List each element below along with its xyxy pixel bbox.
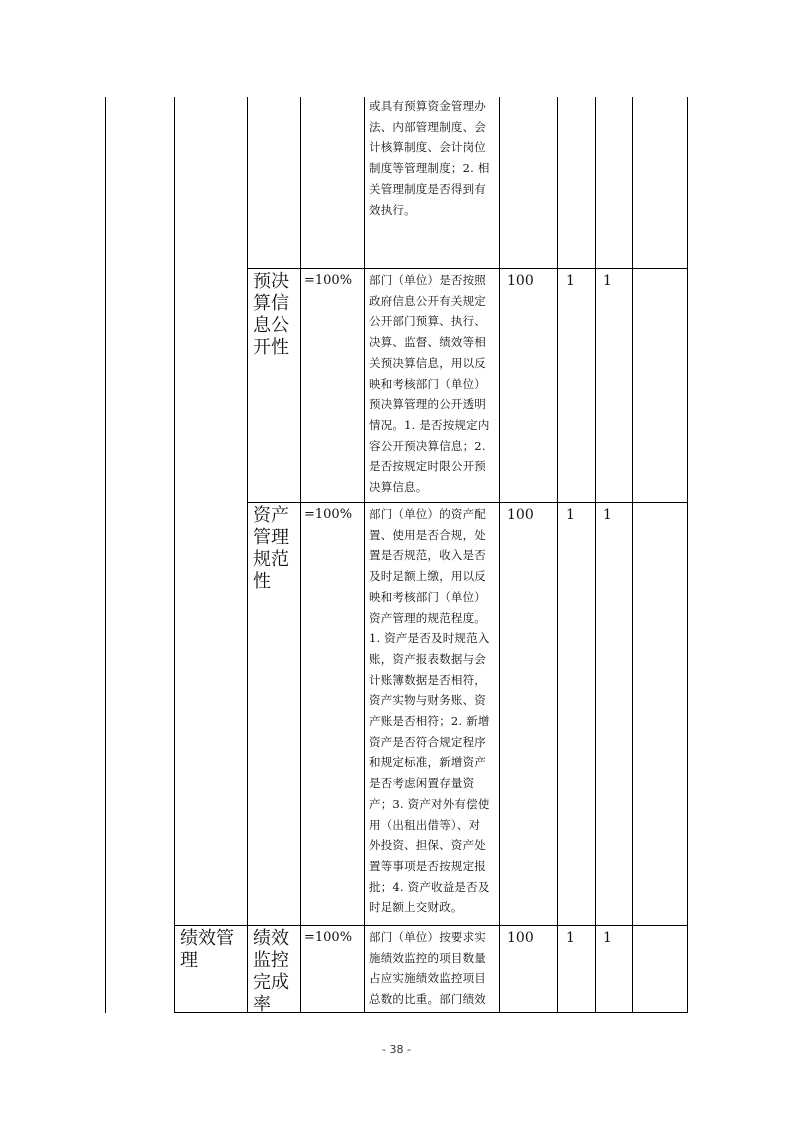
row1-full-score: 100 xyxy=(507,273,534,289)
row1-score: 1 xyxy=(603,273,612,289)
row2-weight: 1 xyxy=(566,507,575,523)
row2-target: =100% xyxy=(304,507,353,522)
row3-indicator: 绩效 监控 完成 率 xyxy=(253,928,289,1015)
row1-description: 部门（单位）是否按照 政府信息公开有关规定 公开部门预算、执行、 决算、监督、绩效等相 关预决算信息，用以反 映和考核部门（单位） 预决算管理的公开透明 情况。1. 是否按规定内 容公开预决算信息；2. 是否按规定时限公开预 决算信息。 xyxy=(369,273,490,495)
row2-full-score: 100 xyxy=(507,507,534,523)
row1-target: =100% xyxy=(304,273,353,288)
row3-target: =100% xyxy=(304,930,353,945)
row3-weight: 1 xyxy=(566,930,575,946)
row2-indicator: 资产 管理 规范 性 xyxy=(253,505,289,592)
row3-full-score: 100 xyxy=(507,930,534,946)
row2-description: 部门（单位）的资产配 置、使用是否合规，处 置是否规范，收入是否 及时足额上缴，用以反 映和考核部门（单位） 资产管理的规范程度。 1. 资产是否及时规范入 账，资产报表数据与会 计账簿数据是否相符， 资产实物与财务账、资 产账是否相符；2. 新增 资产是否符合规定程序 和规定标准，新增资产 是否考虑闲置存量资 产；3. 资产对外有偿使 用（出租出借等）、对 外投资、担保、资产处 置等事项是否按规定报 批；4. 资产收益是否及 时足额上交财政。 xyxy=(369,507,490,915)
row3-score: 1 xyxy=(603,930,612,946)
row2-score: 1 xyxy=(603,507,612,523)
row3-description: 部门（单位）按要求实 施绩效监控的项目数量 占应实施绩效监控项目 总数的比重。部门绩效 xyxy=(369,930,486,1007)
page-number: - 38 - xyxy=(382,1043,411,1056)
row1-indicator: 预决 算信 息公 开性 xyxy=(253,271,289,358)
row1-weight: 1 xyxy=(566,273,575,289)
row0-description: 或具有预算资金管理办 法、内部管理制度、会 计核算制度、会计岗位 制度等管理制度；2. 相 关管理制度是否得到有 效执行。 xyxy=(369,99,490,217)
row3-category: 绩效管 理 xyxy=(180,928,234,971)
